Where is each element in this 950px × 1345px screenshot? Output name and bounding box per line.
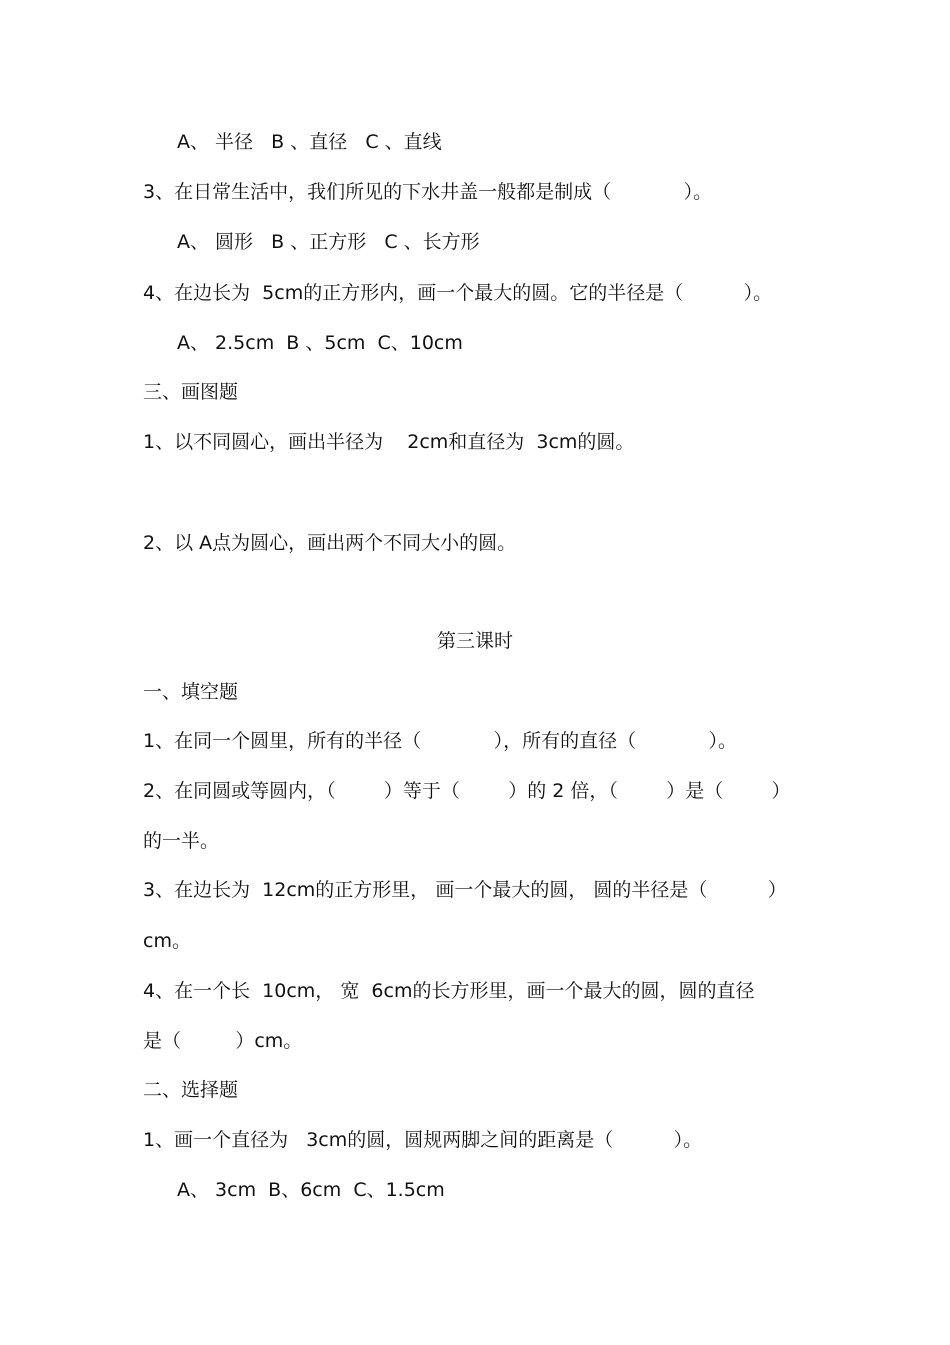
fill-question-2-cont: 的一半。 [143, 830, 220, 852]
choice-question-1-options: A、 3cm B、6cm C、1.5cm [177, 1179, 445, 1201]
drawing-question-1: 1、以不同圆心，画出半径为 2cm和直径为 3cm的圆。 [143, 431, 635, 453]
fill-question-3-cont: cm。 [143, 930, 191, 952]
choice-question-1: 1、画一个直径为 3cm的圆，圆规两脚之间的距离是（ ）。 [143, 1129, 703, 1151]
fill-question-1: 1、在同一个圆里，所有的半径（ ），所有的直径（ ）。 [143, 730, 738, 752]
fill-question-4: 4、在一个长 10cm， 宽 6cm的长方形里，画一个最大的圆，圆的直径 [143, 980, 755, 1002]
q4-options: A、 2.5cm B 、5cm C、10cm [177, 332, 463, 354]
question-3: 3、在日常生活中，我们所见的下水井盖一般都是制成（ ）。 [143, 181, 713, 203]
fill-question-4-cont: 是（ ）cm。 [143, 1030, 303, 1052]
fill-question-2: 2、在同圆或等圆内，（ ）等于（ ）的 2 倍，（ ）是（ ） [143, 780, 791, 802]
q3-options: A、 圆形 B 、正方形 C 、长方形 [177, 231, 480, 253]
section-heading-choice: 二、选择题 [143, 1079, 239, 1101]
section-heading-drawing: 三、画图题 [143, 381, 239, 403]
fill-question-3: 3、在边长为 12cm的正方形里， 画一个最大的圆， 圆的半径是（ ） [143, 879, 787, 901]
lesson-title: 第三课时 [436, 630, 513, 652]
q2-options: A、 半径 B 、直径 C 、直线 [177, 131, 442, 153]
section-heading-fill-blank: 一、填空题 [143, 681, 239, 703]
question-4: 4、在边长为 5cm的正方形内，画一个最大的圆。它的半径是（ ）。 [143, 282, 773, 304]
drawing-question-2: 2、以 A点为圆心，画出两个不同大小的圆。 [143, 532, 517, 554]
